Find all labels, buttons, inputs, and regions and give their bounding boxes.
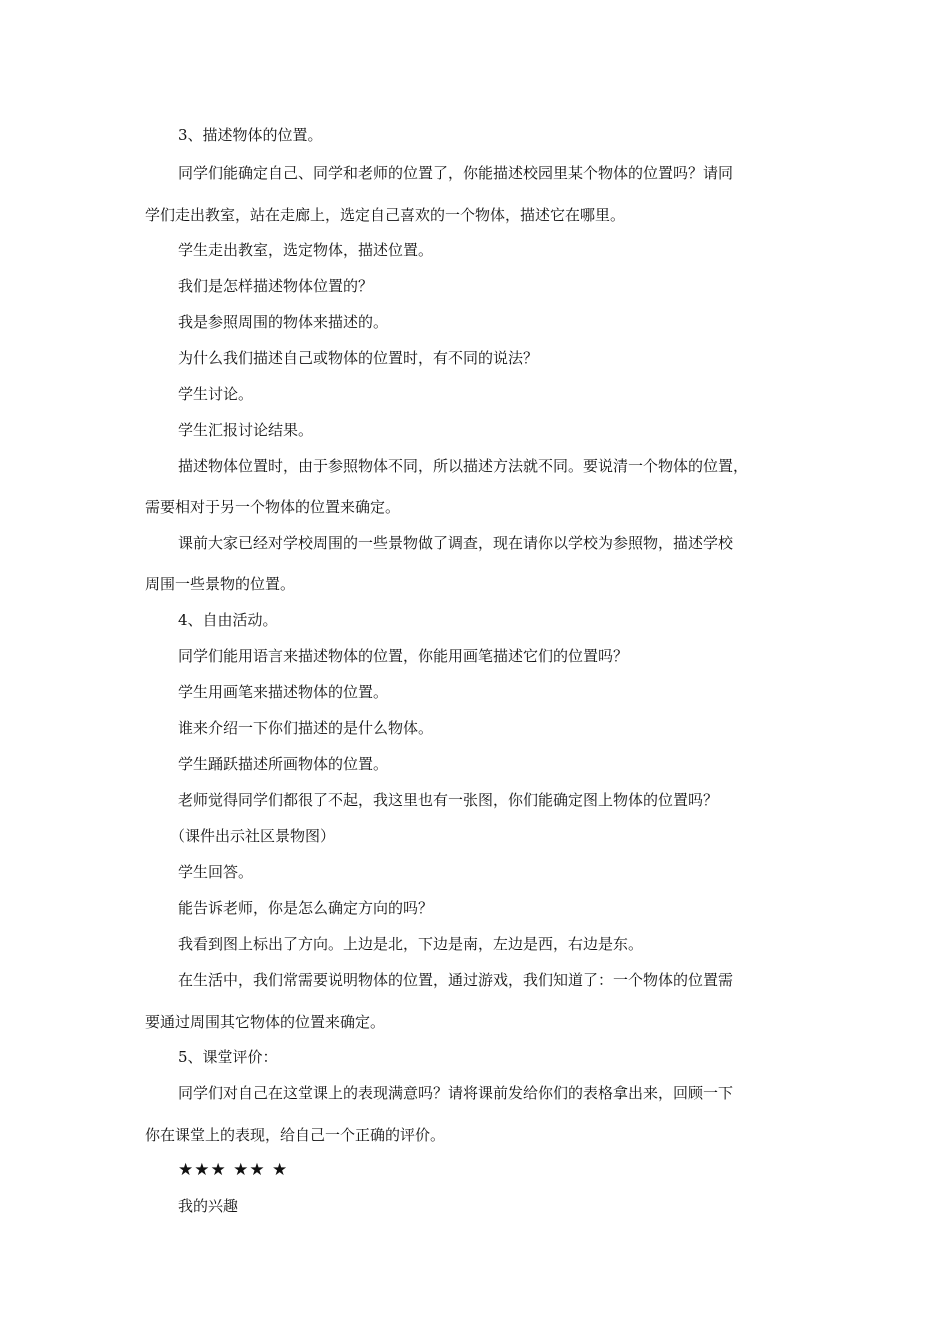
paragraph-line: 为什么我们描述自己或物体的位置时，有不同的说法？ <box>178 349 539 367</box>
paragraph-line: 能告诉老师，你是怎么确定方向的吗？ <box>178 899 434 917</box>
section-heading-4: 4、自由活动。 <box>178 611 278 629</box>
paragraph-line: 学生踊跃描述所画物体的位置。 <box>178 755 389 773</box>
star-rating-scale: ★★★ ★★ ★ <box>178 1160 289 1180</box>
section-heading-3: 3、描述物体的位置。 <box>178 126 323 144</box>
paragraph-line: 我的兴趣 <box>178 1197 239 1215</box>
paragraph-line: 学们走出教室，站在走廊上，选定自己喜欢的一个物体，描述它在哪里。 <box>145 206 626 224</box>
paragraph-line: 同学们对自己在这堂课上的表现满意吗？请将课前发给你们的表格拿出来，回顾一下 <box>178 1084 734 1102</box>
paragraph-line: 课前大家已经对学校周围的一些景物做了调查，现在请你以学校为参照物，描述学校 <box>178 534 734 552</box>
paragraph-line: 学生汇报讨论结果。 <box>178 421 314 439</box>
paragraph-line: 谁来介绍一下你们描述的是什么物体。 <box>178 719 434 737</box>
paragraph-line: 同学们能用语言来描述物体的位置，你能用画笔描述它们的位置吗？ <box>178 647 629 665</box>
paragraph-line: 老师觉得同学们都很了不起，我这里也有一张图，你们能确定图上物体的位置吗？ <box>178 791 719 809</box>
paragraph-line: 学生讨论。 <box>178 385 254 403</box>
paragraph-line: 需要相对于另一个物体的位置来确定。 <box>145 498 401 516</box>
section-heading-5: 5、课堂评价： <box>178 1048 278 1066</box>
paragraph-line: 我是参照周围的物体来描述的。 <box>178 313 389 331</box>
paragraph-line: 要通过周围其它物体的位置来确定。 <box>145 1013 386 1031</box>
paragraph-line: （课件出示社区景物图） <box>170 827 336 845</box>
paragraph-line: 学生回答。 <box>178 863 254 881</box>
paragraph-line: 在生活中，我们常需要说明物体的位置，通过游戏，我们知道了：一个物体的位置需 <box>178 971 734 989</box>
paragraph-line: 你在课堂上的表现，给自己一个正确的评价。 <box>145 1126 446 1144</box>
paragraph-line: 描述物体位置时，由于参照物体不同，所以描述方法就不同。要说清一个物体的位置， <box>178 457 749 475</box>
paragraph-line: 我们是怎样描述物体位置的？ <box>178 277 374 295</box>
paragraph-line: 学生用画笔来描述物体的位置。 <box>178 683 389 701</box>
paragraph-line: 周围一些景物的位置。 <box>145 575 296 593</box>
paragraph-line: 学生走出教室，选定物体，描述位置。 <box>178 241 434 259</box>
paragraph-line: 我看到图上标出了方向。上边是北，下边是南，左边是西，右边是东。 <box>178 935 644 953</box>
paragraph-line: 同学们能确定自己、同学和老师的位置了，你能描述校园里某个物体的位置吗？请同 <box>178 164 734 182</box>
